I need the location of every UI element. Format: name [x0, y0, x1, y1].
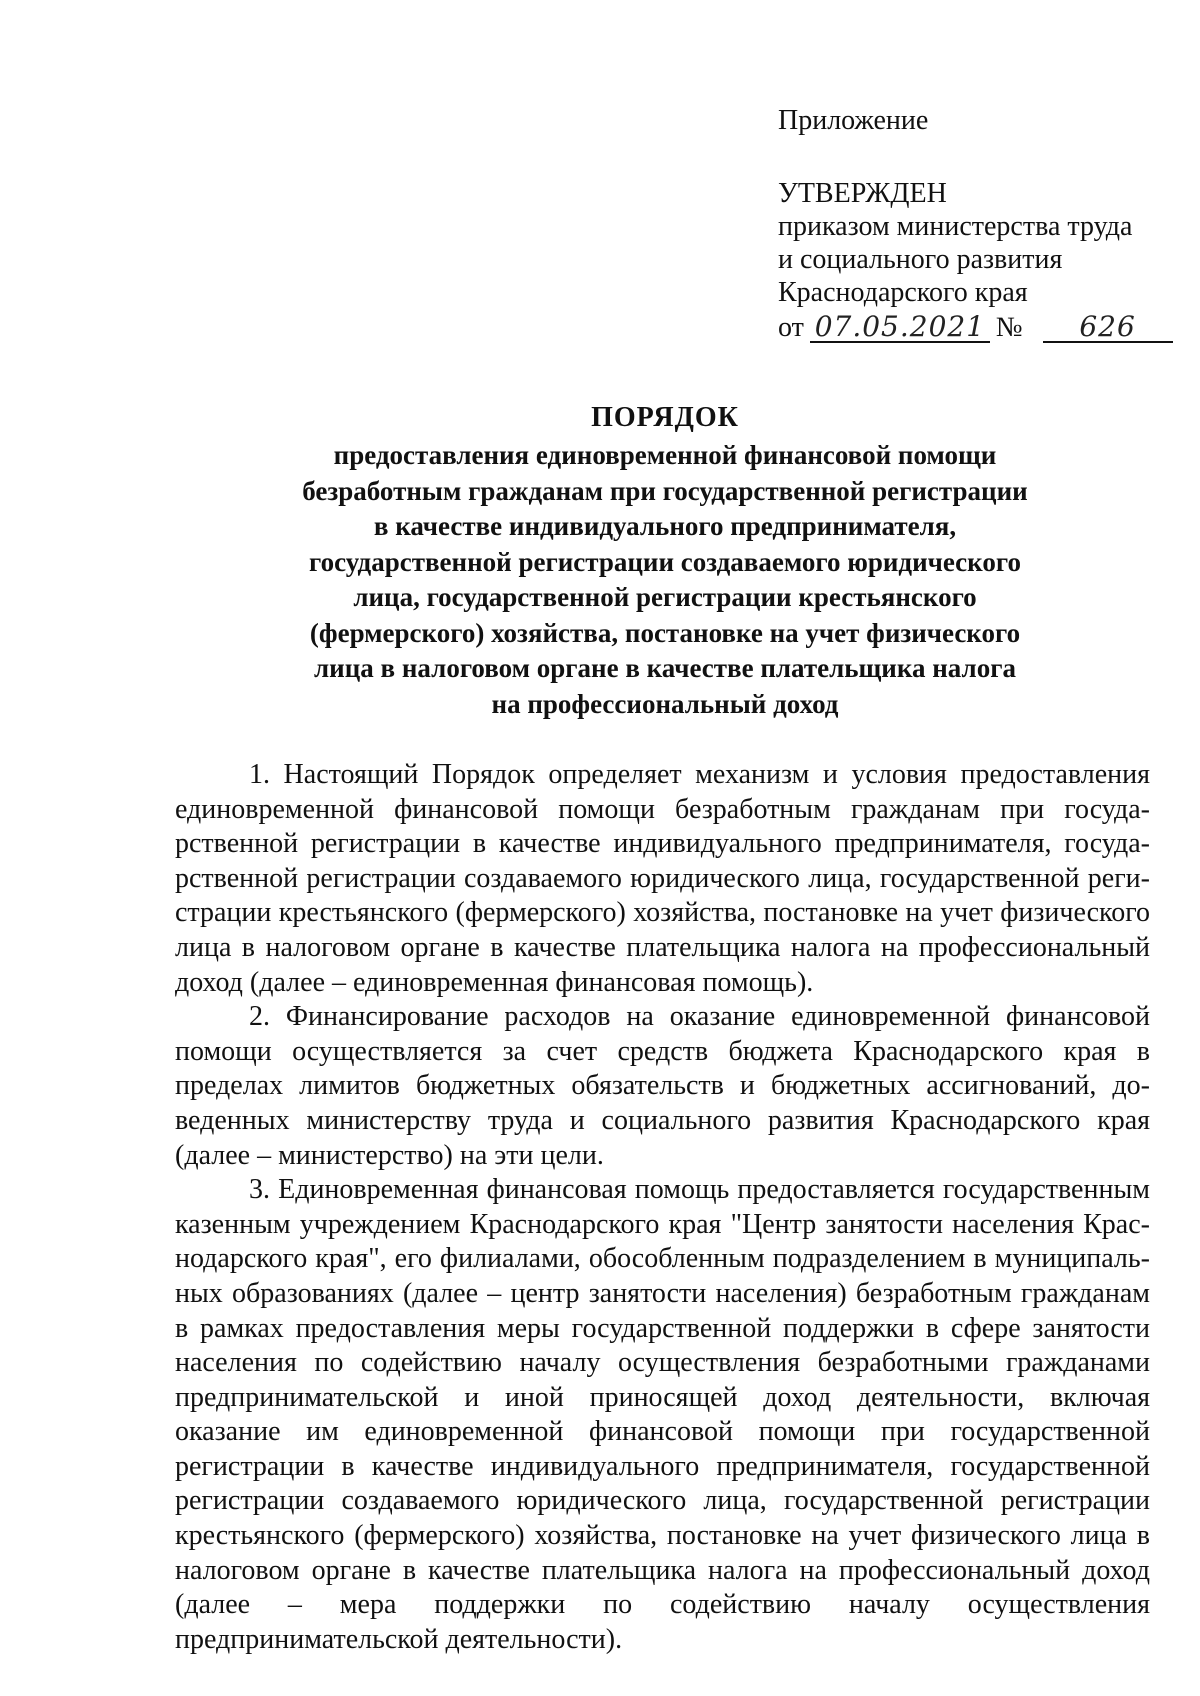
paragraph-1: 1. Настоящий Порядок определяет механизм и условия предоставления единовременной финансовой помощи безработным гражданам при государственной регистрации в качестве индивидуального предпринимателя, государственной регистрации создаваемого юридического лица, государственной регистрации крестьянского (фермерского) хозяйства, постановке на учет физического лица в налоговом органе в качестве плательщика налога на профессиональный доход (далее – единовременная финансовая помощь). — [175, 759, 1150, 998]
title-line: лица в налоговом органе в качестве плательщика налога — [314, 653, 1016, 683]
title-line: предоставления единовременной финансовой помощи — [333, 440, 997, 470]
title-main: ПОРЯДОК — [591, 402, 739, 433]
title-line: (фермерского) хозяйства, постановке на учет физического — [309, 617, 1021, 648]
order-number-handwritten: 626 — [1043, 313, 1173, 343]
approval-line: Краснодарского края — [778, 277, 1028, 308]
title-line: лица, государственной регистрации крестьянского — [353, 582, 977, 612]
number-label: № — [995, 312, 1023, 343]
paragraph-2: 2. Финансирование расходов на оказание единовременной финансовой помощи осуществляется за счет средств бюджета Краснодарского края в пределах лимитов бюджетных обязательств и бюджетных ассигнований, доведенных министерству труда и социального развития Краснодарского края (далее – министерство) на эти цели. — [175, 1001, 1150, 1171]
paragraph-3: 3. Единовременная финансовая помощь предоставляется государственным казенным учреждением Краснодарского края "Центр занятости населения Краснодарского края", его филиалами, обособленным подразделением в муниципальных образованиях (далее – центр занятости населения) безработным гражданам в рамках предоставления меры государственной поддержки в сфере занятости населения по содействию началу осуществления безработными гражданами предпринимательской и иной приносящей доход деятельности, включая оказание им единовременной финансовой помощи при государственной регистрации в качестве индивидуального предпринимателя, государственной регистрации создаваемого юридического лица, государственной регистрации крестьянского (фермерского) хозяйства, постановке на учет физического лица в налоговом органе в качестве плательщика налога на профессиональный доход (далее – мера поддержки по содействию началу осуществления предпринимательской деятельности). — [175, 1174, 1150, 1655]
approved-label: УТВЕРЖДЕН — [778, 178, 947, 209]
document-body — [175, 758, 1150, 1657]
title-line: на профессиональный доход — [491, 688, 839, 719]
appendix-label: Приложение — [778, 105, 929, 136]
from-label: от — [778, 312, 804, 343]
title-subtitle — [120, 438, 1200, 722]
title-line: государственной регистрации создаваемого юридического — [309, 546, 1021, 577]
approval-stamp-block — [778, 104, 1158, 344]
order-date-handwritten: 07.05.2021 — [810, 313, 990, 343]
title-line: безработным гражданам при государственной регистрации — [302, 475, 1028, 506]
approval-line: и социального развития — [778, 244, 1063, 275]
document-title — [120, 400, 1200, 722]
title-line: в качестве индивидуального предпринимателя, — [373, 511, 957, 541]
order-date-number-line — [778, 311, 1158, 344]
approval-line: приказом министерства труда — [778, 211, 1133, 242]
